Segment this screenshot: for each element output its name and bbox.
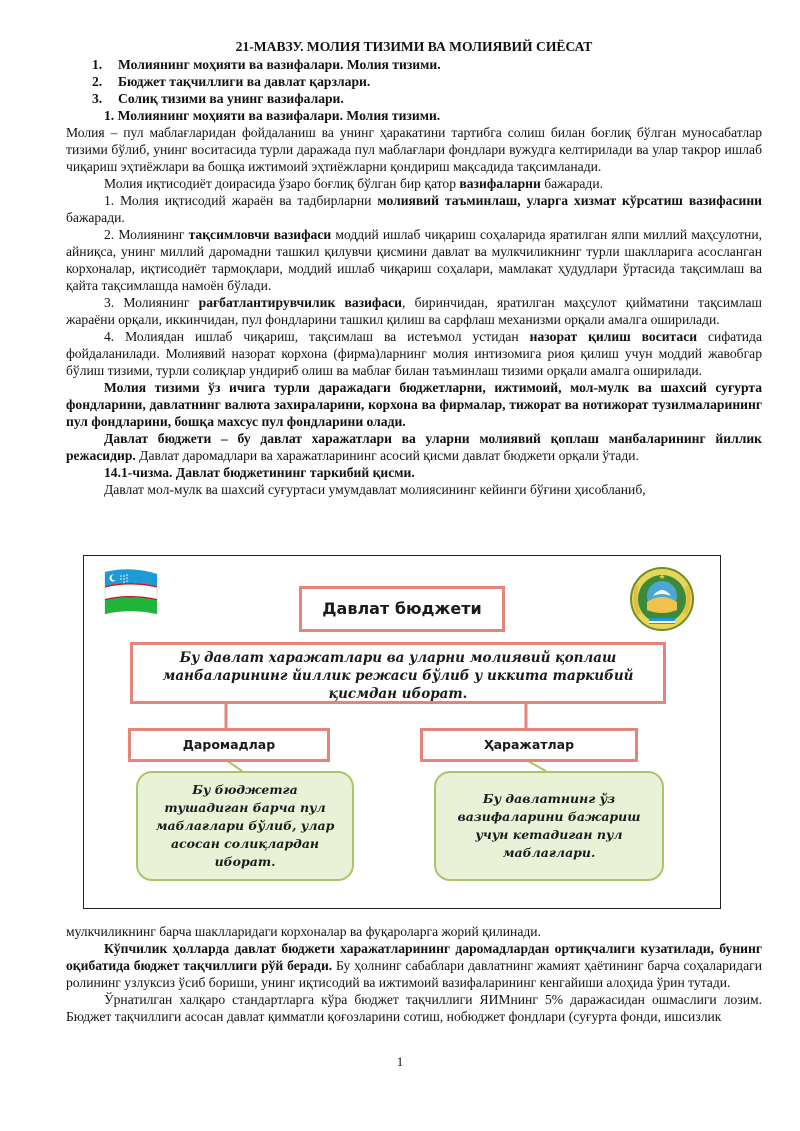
- paragraph-financial-system: [66, 379, 762, 430]
- text-run: Бу ҳолнинг сабаблари давлатнинг жамият ҳаётининг барча соҳаларидаги ролининг узлуксиз ўсиб бориши, унинг иқтисодий ва ижтимоий вазифаларининг кенгайиши алоҳида ўрин тутади.: [66, 958, 762, 990]
- bold-run: рағбатлантирувчилик вазифаси: [198, 295, 402, 310]
- outline-number: 2.: [92, 74, 103, 89]
- bold-run: Давлат бюджети – бу давлат харажатлари ва уларни молиявий қоплаш манбаларининг йиллик режасидир.: [66, 431, 762, 463]
- outline-text: Молиянинг моҳияти ва вазифалари. Молия тизими.: [118, 57, 441, 72]
- paragraph-function-1: [66, 192, 762, 226]
- page-title: 21-МАВЗУ. МОЛИЯ ТИЗИМИ ВА МОЛИЯВИЙ СИЁСАТ: [235, 39, 593, 54]
- paragraph-function-2: [66, 226, 762, 294]
- paragraph-state-budget: [66, 430, 762, 464]
- revenues-label: Даромадлар: [128, 728, 330, 762]
- text-run: Давлат даромадлари ва харажатларининг асосий қисми давлат бюджети орқали ўтади.: [135, 448, 639, 463]
- budget-diagram: [83, 555, 721, 909]
- paragraph-before-figure: Давлат мол-мулк ва шахсий суғуртаси умумдавлат молиясининг кейинги бўғини ҳисобланиб,: [104, 482, 646, 497]
- expenditures-description: Бу давлатнинг ўз вазифаларини бажариш учун кетадиган пул маблағлари.: [457, 791, 641, 860]
- bold-run: вазифаларни: [459, 176, 541, 191]
- outline-number: 3.: [92, 91, 103, 106]
- text-run: сифатида фойдаланилади. Молиявий назорат корхона (фирма)ларнинг молия интизомига риоя қилиш учун моддий жавобгар бўлиш тизими, турли солиқлар ундириб олиш ва маблағ билан таъминлаш тизими орқали амалга оширилади.: [66, 329, 762, 378]
- paragraph-function-4: [66, 328, 762, 379]
- outline-item: [66, 73, 762, 90]
- scheme-caption: [66, 464, 762, 481]
- paragraph-deficit: [66, 940, 762, 991]
- revenues-description-box: [136, 771, 354, 881]
- bold-run: Молия тизими ўз ичига турли даражадаги бюджетларни, ижтимоий, мол-мулк ва шахсий суғурта фондларини, давлатнинг валюта захираларини, корхона ва фирмалар, тижорат ва нотижорат тузилмаларининг пул фондларини, бошқа махсус пул фондларини олади.: [66, 380, 762, 429]
- outline-item: [66, 90, 762, 107]
- topic-outline: [66, 56, 762, 107]
- outline-text: Бюджет тақчиллиги ва давлат қарзлари.: [118, 74, 371, 89]
- text-run: 1. Молия иқтисодий жараён ва тадбирларни: [104, 193, 378, 208]
- paragraph-definition: Молия – пул маблағларидан фойдаланиш ва унинг ҳаракатини тартибга солиш билан боғлиқ бўлган муносабатлар тизими бўлиб, унинг воситасида турли даражада пул маблағлари фондлари вужудга келтирилади ва улар такрор ишлаб чиқариш эҳтиёжлари ва бошқа ижтимоий эҳтиёжларни қондириш мақсадида тақсимланади.: [66, 125, 762, 174]
- expenditures-label: Ҳаражатлар: [420, 728, 638, 762]
- paragraph-functions: [66, 175, 762, 192]
- expenditures-description-box: [434, 771, 664, 881]
- bold-run: 14.1-чизма. Давлат бюджетининг таркибий қисми.: [104, 465, 415, 480]
- page-content-continued: [66, 923, 762, 1025]
- text-run: моддий ишлаб чиқариш соҳаларида яратилган ялпи миллий маҳсулотни, айниқса, унинг миллий даромадни ташкил қилувчи қисмини давлат ва мулкчиликнинг турли шаклларига асосланган корхоналар, иқтисодиёт тармоқлари, моддий ишлаб чиқариш соҳалари, мамлакат ҳудудлари ўртасида тақсимлаш ва қайта тақсимлашда намоён бўлади.: [66, 227, 762, 293]
- paragraph-function-3: [66, 294, 762, 328]
- text-run: Молия иқтисодиёт доирасида ўзаро боғлиқ бўлган бир қатор: [104, 176, 460, 191]
- section-heading: 1. Молиянинг моҳияти ва вазифалари. Молия тизими.: [104, 108, 441, 123]
- text-run: бажаради.: [540, 176, 604, 191]
- bold-run: Кўпчилик ҳолларда давлат бюджети харажатларининг даромадлардан ортиқчалиги кузатилади, бунинг оқибатида бюджет тақчиллиги рўй беради.: [66, 941, 762, 973]
- text-run: 3. Молиянинг: [104, 295, 199, 310]
- state-budget-header: Давлат бюджети: [299, 586, 505, 632]
- text-run: 2. Молиянинг: [104, 227, 189, 242]
- outline-text: Солиқ тизими ва унинг вазифалари.: [118, 91, 344, 106]
- outline-number: 1.: [92, 57, 103, 72]
- paragraph-standard: Ўрнатилган халқаро стандартларга кўра бюджет тақчиллиги ЯИМнинг 5% даражасидан ошмаслиги лозим. Бюджет тақчиллиги асосан давлат қимматли қоғозларини сотиш, нобюджет фондлари (суғурта фонди, ишсизлик: [66, 992, 762, 1024]
- revenues-description: Бу бюджетга тушадиган барча пул маблағлари бўлиб, улар асосан солиқлардан иборат.: [155, 782, 335, 869]
- text-run: 4. Молиядан ишлаб чиқариш, тақсимлаш ва истеъмол устидан: [104, 329, 530, 344]
- page-content: [66, 38, 762, 498]
- bold-run: назорат қилиш воситаси: [529, 329, 698, 344]
- page-number: 1: [396, 1054, 404, 1069]
- budget-definition-box: Бу давлат харажатлари ва уларни молиявий қоплаш манбаларининг йиллик режаси бўлиб у иккита таркибий қисмдан иборат.: [130, 642, 666, 704]
- bold-run: молиявий таъминлаш, уларга хизмат кўрсатиш вазифасини: [377, 193, 762, 208]
- text-run: , биринчидан, яратилган маҳсулот қийматини тақсимлаш жараёни орқали, иккинчидан, пул фондларини ташкил қилиш ва сарфлаш механизми орқали амалга оширилади.: [66, 295, 762, 327]
- text-run: бажаради.: [66, 210, 125, 225]
- bold-run: тақсимловчи вазифаси: [188, 227, 332, 242]
- outline-item: [66, 56, 762, 73]
- paragraph-after-figure: мулкчиликнинг барча шаклларидаги корхоналар ва фуқароларга жорий қилинади.: [66, 924, 541, 939]
